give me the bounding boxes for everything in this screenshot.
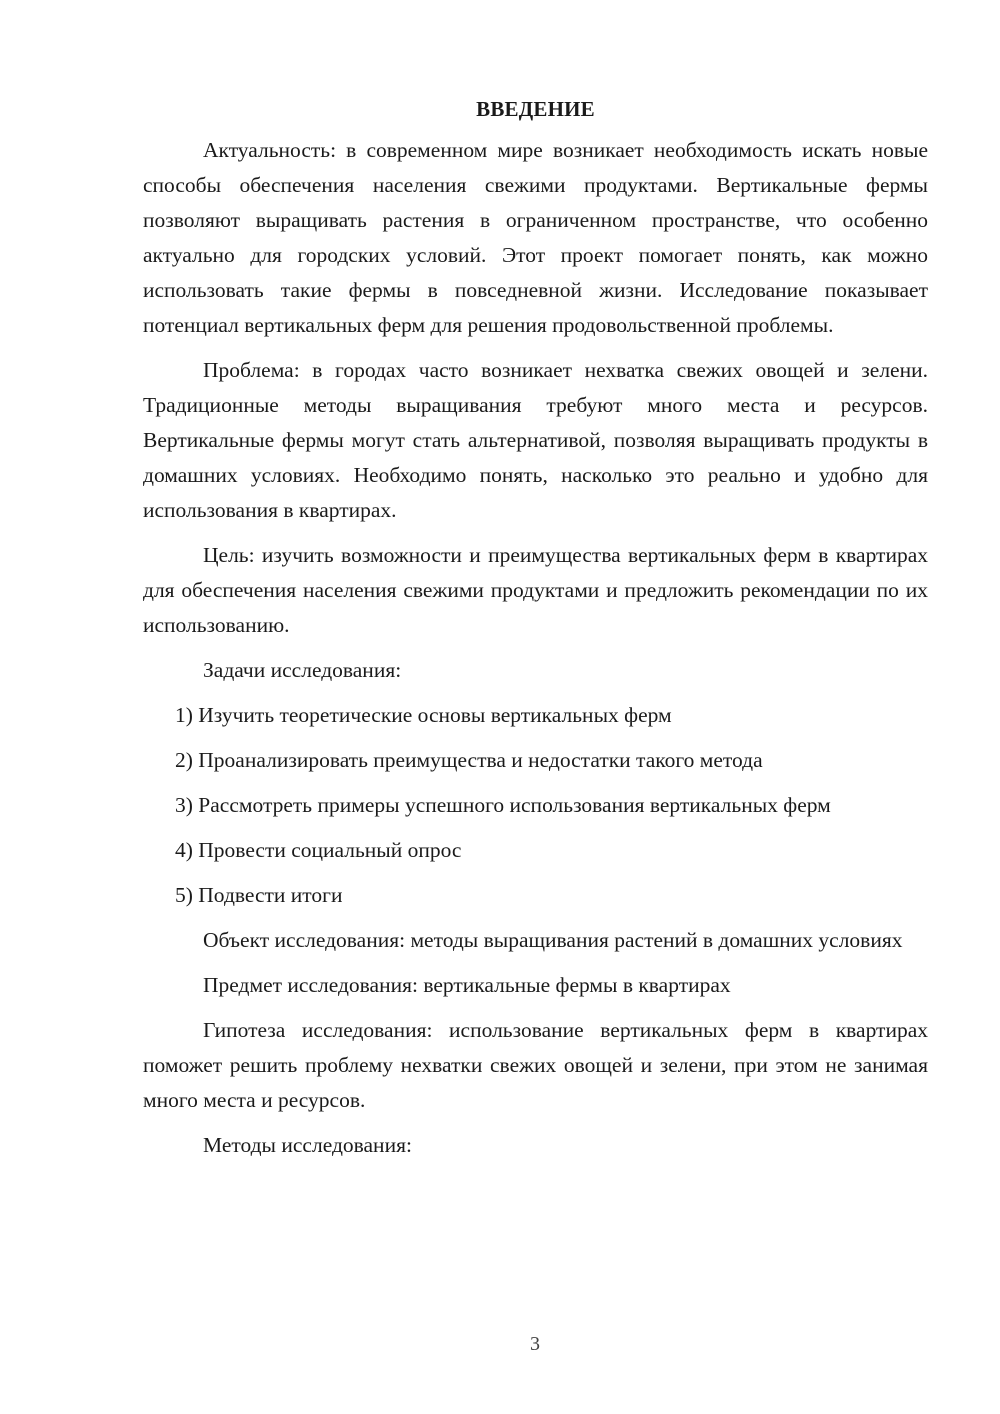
- task-item: 1) Изучить теоретические основы вертикальных ферм: [175, 703, 672, 727]
- task-item: 5) Подвести итоги: [175, 883, 343, 907]
- object-paragraph: Объект исследования: методы выращивания растений в домашних условиях: [203, 928, 903, 952]
- section-title: ВВЕДЕНИЕ: [476, 97, 595, 121]
- relevance-paragraph: Актуальность: в современном мире возникает необходимость искать новые способы обеспечения населения свежими продуктами. Вертикальные фермы позволяют выращивать растения в ограниченном пространстве, что особенно актуально для городских условий. Этот проект помогает понять, как можно использовать такие фермы в повседневной жизни. Исследование показывает потенциал вертикальных ферм для решения продовольственной проблемы.: [143, 138, 928, 337]
- task-item: 4) Провести социальный опрос: [175, 838, 462, 862]
- task-item: 2) Проанализировать преимущества и недостатки такого метода: [175, 748, 763, 772]
- page-number: 3: [530, 1333, 540, 1355]
- problem-paragraph: Проблема: в городах часто возникает нехватка свежих овощей и зелени. Традиционные методы выращивания требуют много места и ресурсов. Вертикальные фермы могут стать альтернативой, позволяя выращивать продукты в домашних условиях. Необходимо понять, насколько это реально и удобно для использования в квартирах.: [143, 358, 928, 522]
- task-item: 3) Рассмотреть примеры успешного использования вертикальных ферм: [175, 793, 831, 817]
- methods-heading: Методы исследования:: [203, 1133, 412, 1157]
- document-page: [143, 92, 928, 1173]
- goal-paragraph: Цель: изучить возможности и преимущества вертикальных ферм в квартирах для обеспечения населения свежими продуктами и предложить рекомендации по их использованию.: [143, 543, 928, 637]
- hypothesis-paragraph: Гипотеза исследования: использование вертикальных ферм в квартирах поможет решить проблему нехватки свежих овощей и зелени, при этом не занимая много места и ресурсов.: [143, 1018, 928, 1112]
- subject-paragraph: Предмет исследования: вертикальные фермы в квартирах: [203, 973, 731, 997]
- tasks-heading: Задачи исследования:: [203, 658, 402, 682]
